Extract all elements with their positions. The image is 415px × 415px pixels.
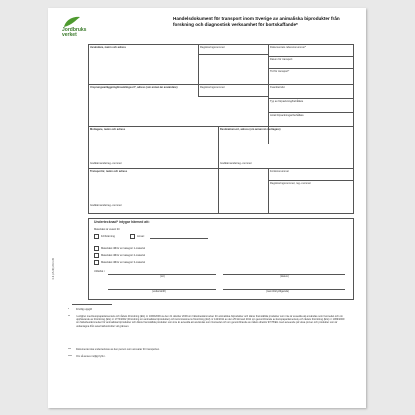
category2-checkbox[interactable] [94, 253, 99, 258]
signature-caption: (underskrift) [152, 290, 166, 293]
transport-time-label: Tid för transport* [270, 70, 290, 73]
category2-label: Materialet tillhör en kategori 2-materiel [101, 254, 146, 257]
footnote-4: **** Om så anses möjligt fylls i. [68, 355, 106, 358]
category3-checkbox[interactable] [94, 260, 99, 265]
carrier-label: Transportör, namn och adress [90, 170, 128, 173]
document-page [48, 8, 366, 408]
carrier-reg-label: Registreringsnummer, reg.-nummer [270, 182, 311, 185]
destination-label: Destinationsort, adress (om annan än mottagare) [220, 128, 281, 131]
form-number: D.6 (15-08) 2014-05 [52, 258, 55, 280]
document-number-label: Dokumentets referensnummer* [270, 46, 307, 49]
footnote-3: *** Dokumentet ska undertecknas av den person som ansvarar för transporten. [68, 348, 160, 351]
declaration-intro: Materialet är avsett för [94, 228, 120, 231]
logo-text-line2: verket [62, 32, 77, 38]
category1-label: Materialet tillhör en kategori 1-materiel [101, 247, 146, 250]
vehicle-number-label: Fordonsnummer [270, 170, 290, 173]
sender-reg-label: Registreringsnummer [200, 46, 225, 49]
transport-date-label: Datum för transport [270, 58, 293, 61]
logo-text-line1: Jordbruks [62, 27, 87, 33]
carrier-approval-label: Godkännande/reg.-nummer [90, 204, 122, 207]
quantity-label: Kvantitet/vikt [270, 86, 285, 89]
origin-label: Ursprungsanläggning/Insamlingsort*, adress (om annan än avsändare) [90, 86, 178, 89]
declaration-box [88, 218, 354, 300]
jordbruksverket-logo [62, 16, 98, 38]
destination-approval-label: Godkännande/reg.-nummer [220, 162, 252, 165]
incineration-label: Förbränning [101, 235, 115, 238]
package-type-label: Typ av förpackning/behållare [270, 100, 304, 103]
origin-reg-label: Registreringsnummer [200, 86, 225, 89]
issued-at-label: Utfärdat i [94, 270, 105, 273]
date-caption: (datum) [280, 275, 289, 278]
category3-label: Materialet tillhör en kategori 3-materiel [101, 261, 146, 264]
footnote-2: ** I enlighet med Europaparlamentets och rådets förordning (EG) nr 1069/2009 av den 21 oktober 2009 om hälsobestämmelser för animaliska biprodukter och därav framställda produkter som inte är avsedda att användas som livsmedel och om upphävande av förordning (EG) nr 1774/2002 (förordning om animaliska biprodukter) och kommissionens förordning (EU) nr 142/2011 av den 25 februari 2011 om genomförande av Europaparlamentets och rådets förordning (EG) nr 1069/2009 om hälsobestämmelser för animaliska biprodukter och därav framställda produkter som inte är avsedda att användas som livsmedel och om genomförande av rådets direktiv 97/78/EG med avseende på vissa prover och produkter som är undantagna från veterinärkontroller vid gränsen. [68, 315, 345, 328]
sender-label: Avsändare, namn och adress [90, 46, 126, 49]
place-caption: (ort) [160, 275, 165, 278]
other-purpose-label: Annat: [137, 235, 145, 238]
footnote-1: * Frivillig uppgift [68, 308, 92, 311]
recipient-label: Mottagare, namn och adress [90, 128, 126, 131]
category1-checkbox[interactable] [94, 246, 99, 251]
package-count-label: Antal förpackningar/behållare [270, 114, 304, 117]
incineration-checkbox[interactable] [94, 234, 99, 239]
declaration-heading: Undertecknad* intygar härmed att: [94, 220, 150, 224]
other-purpose-field[interactable] [150, 238, 208, 239]
name-clarification-caption: (namnförtydligande) [266, 290, 290, 293]
recipient-approval-label: Godkännande/reg.-nummer [90, 162, 122, 165]
document-title: Handelsdokument för transport inom Sverige av animaliska biprodukter från forskning och diagnostisk verksamhet för bortskaffande* [173, 16, 340, 27]
other-purpose-checkbox[interactable] [130, 234, 135, 239]
